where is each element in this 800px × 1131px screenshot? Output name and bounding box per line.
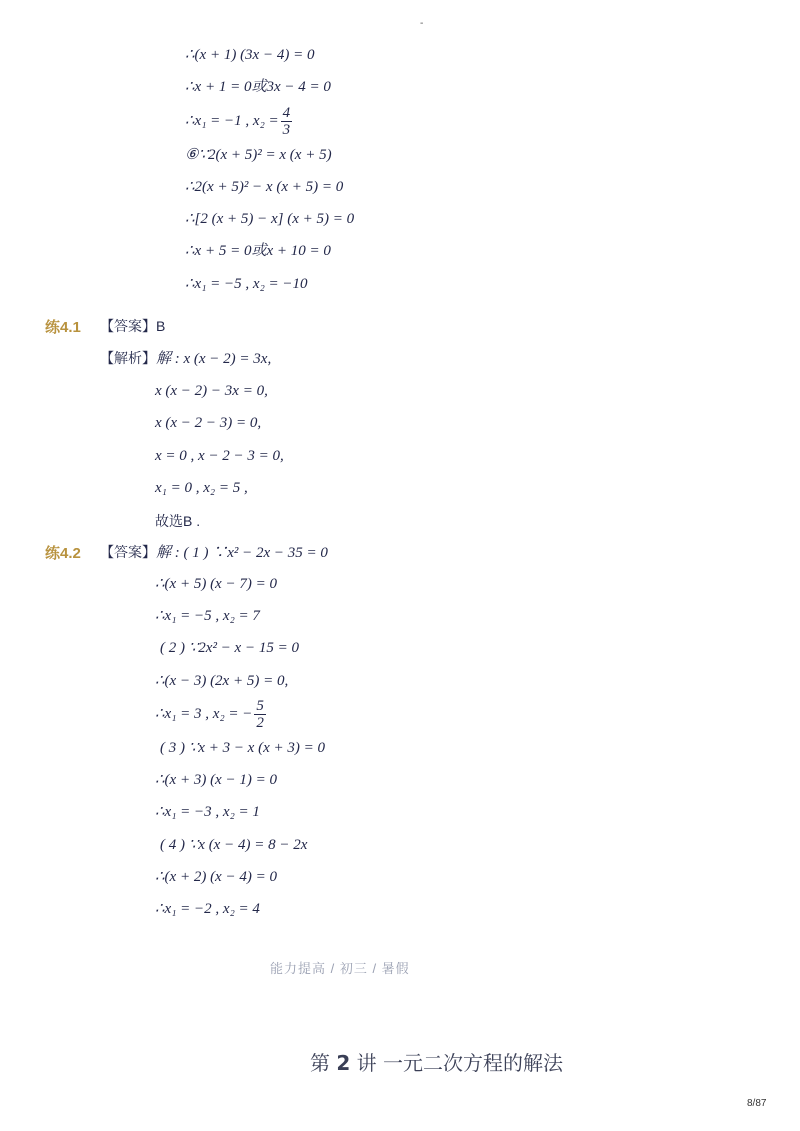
conclusion-line: 故选B . — [155, 513, 201, 529]
solution-line: ∴x + 5 = 0或x + 10 = 0 — [185, 243, 331, 259]
solution-line: ( 3 ) ∵x + 3 − x (x + 3) = 0 — [160, 740, 325, 756]
fraction — [254, 698, 266, 731]
fraction-denominator: 3 — [282, 121, 291, 138]
exercise-label: 练4.1 — [45, 319, 81, 336]
fraction-numerator: 5 — [256, 697, 264, 714]
lecture-title-suffix: 讲 一元二次方程的解法 — [356, 1051, 563, 1075]
solution-line: ∴x₁ = −2 , x₂ = 4 — [155, 901, 260, 917]
solution-line: ∴x₁ = −3 , x₂ = 1 — [155, 804, 260, 820]
solution-line: ∴2(x + 5)² − x (x + 5) = 0 — [185, 179, 344, 195]
solution-text: 解 : ( 1 ) ∵x² − 2x − 35 = 0 — [156, 545, 328, 561]
answer-value: B — [156, 318, 166, 334]
analysis-tag: 【解析】 — [100, 350, 156, 366]
solution-line: x (x − 2) − 3x = 0, — [155, 383, 268, 399]
solution-line: ∴x + 1 = 0或3x − 4 = 0 — [185, 79, 331, 95]
answer-line — [100, 316, 165, 336]
lecture-title-prefix: 第 — [310, 1051, 330, 1075]
solution-text: 解 : x (x − 2) = 3x, — [156, 351, 272, 367]
solution-line-fraction — [155, 696, 266, 732]
fraction-numerator: 4 — [282, 104, 291, 121]
answer-line — [100, 542, 328, 563]
solution-line: ( 2 ) ∵2x² − x − 15 = 0 — [160, 640, 299, 656]
exercise-label: 练4.2 — [45, 545, 81, 562]
analysis-line — [100, 348, 271, 369]
fraction — [281, 105, 293, 138]
solution-line: x (x − 2 − 3) = 0, — [155, 415, 262, 431]
solution-text: ∴x₁ = 3 , x₂ = − — [155, 706, 253, 722]
solution-line: ∴(x + 2) (x − 4) = 0 — [155, 869, 277, 885]
lecture-number: 2 — [336, 1051, 351, 1075]
solution-line: ∴x₁ = −5 , x₂ = −10 — [185, 276, 308, 292]
solution-line-fraction — [185, 103, 292, 139]
page-number: 8/87 — [747, 1098, 767, 1109]
solution-line: ∴(x + 3) (x − 1) = 0 — [155, 772, 277, 788]
solution-line: ∴x₁ = −5 , x₂ = 7 — [155, 608, 260, 624]
solution-line: x₁ = 0 , x₂ = 5 , — [155, 480, 248, 496]
lecture-title — [310, 1047, 563, 1076]
answer-tag: 【答案】 — [100, 544, 156, 560]
solution-line: ∴(x + 5) (x − 7) = 0 — [155, 576, 277, 592]
solution-line: ⑥∵2(x + 5)² = x (x + 5) — [185, 147, 332, 163]
fraction-denominator: 2 — [256, 714, 264, 731]
answer-tag: 【答案】 — [100, 318, 156, 334]
solution-line: ∴(x − 3) (2x + 5) = 0, — [155, 673, 289, 689]
header-dash: - — [420, 18, 424, 29]
solution-line: ∴[2 (x + 5) − x] (x + 5) = 0 — [185, 211, 355, 227]
solution-line: ( 4 ) ∵x (x − 4) = 8 − 2x — [160, 837, 308, 853]
solution-line: ∴(x + 1) (3x − 4) = 0 — [185, 47, 315, 63]
solution-text: ∴x₁ = −1 , x₂ = — [185, 113, 279, 129]
solution-line: x = 0 , x − 2 − 3 = 0, — [155, 448, 284, 464]
course-meta: 能力提高 / 初三 / 暑假 — [270, 961, 410, 976]
